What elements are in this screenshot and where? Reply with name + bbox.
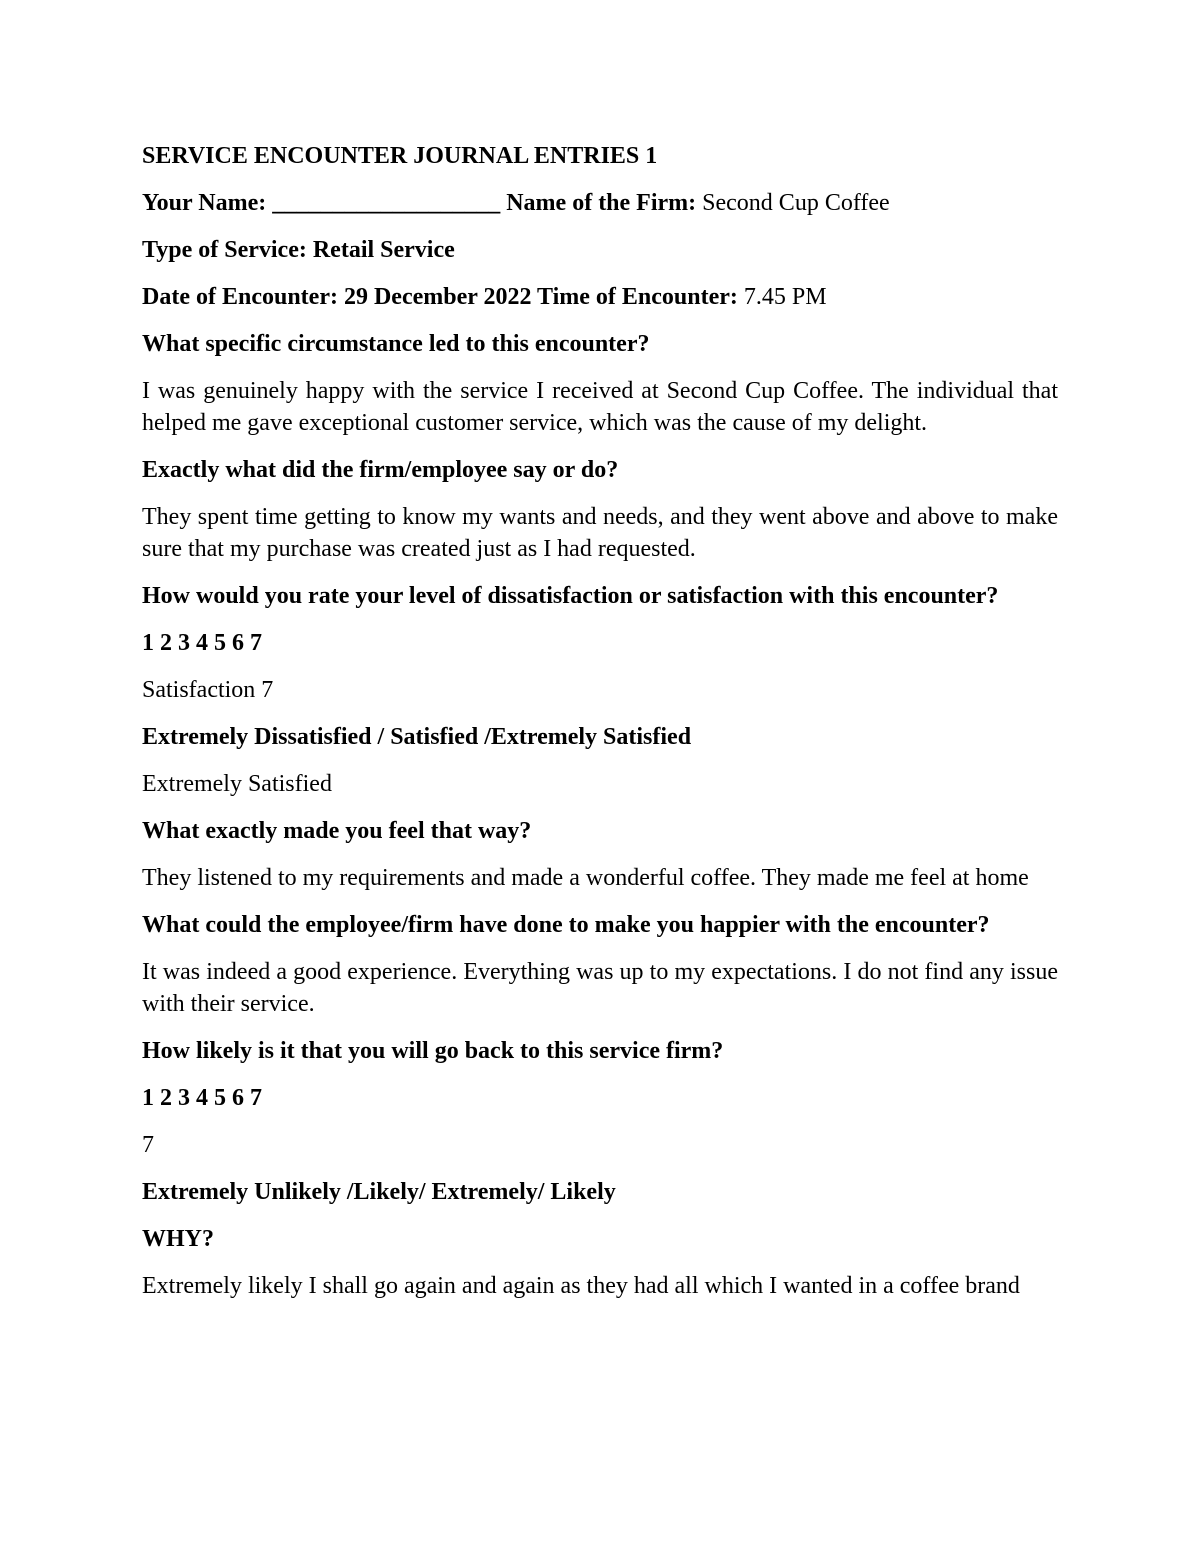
question-why-feel: What exactly made you feel that way? [142,818,532,844]
question-satisfaction-rating: How would you rate your level of dissatisfaction or satisfaction with this encounter? [142,583,999,609]
answer-why: Extremely likely I shall go again and again as they had all which I wanted in a coffee brand [142,1273,1020,1299]
answer-improvement: It was indeed a good experience. Everything was up to my expectations. I do not find any issue with their service. [142,959,1058,1017]
question-why: WHY? [142,1226,214,1252]
answer-what-did-firm-do: They spent time getting to know my wants and needs, and they went above and above to make sure that my purchase was created just as I had requested. [142,504,1058,562]
question-return-likelihood: How likely is it that you will go back to this service firm? [142,1038,724,1064]
likelihood-anchors: Extremely Unlikely /Likely/ Extremely/ Likely [142,1179,616,1205]
date-time-line [142,281,1058,313]
name-blank: ___________________ [272,190,501,216]
service-type: Type of Service: Retail Service [142,237,455,263]
journal-entry [142,140,1058,1317]
answer-why-feel: They listened to my requirements and made a wonderful coffee. They made me feel at home [142,865,1029,891]
question-what-did-firm-do: Exactly what did the firm/employee say or do? [142,457,619,483]
answer-circumstance: I was genuinely happy with the service I received at Second Cup Coffee. The individual that helped me gave exceptional customer service, which was the cause of my delight. [142,378,1058,436]
answer-return-likelihood: 7 [142,1132,154,1158]
name-label: Your Name: [142,190,267,216]
satisfaction-anchors: Extremely Dissatisfied / Satisfied /Extremely Satisfied [142,724,692,750]
firm-label: Name of the Firm: [506,190,697,216]
answer-satisfaction-rating: Satisfaction 7 [142,677,274,703]
date-label: Date of Encounter: 29 December 2022 Time of Encounter: [142,284,738,310]
question-improvement: What could the employee/firm have done to make you happier with the encounter? [142,912,990,938]
time-value: 7.45 PM [743,284,827,310]
rating-scale-satisfaction: 1 2 3 4 5 6 7 [142,630,262,656]
firm-value: Second Cup Coffee [702,190,890,216]
name-firm-line [142,187,1058,219]
document-title: SERVICE ENCOUNTER JOURNAL ENTRIES 1 [142,143,658,169]
rating-scale-likelihood: 1 2 3 4 5 6 7 [142,1085,262,1111]
question-circumstance: What specific circumstance led to this encounter? [142,331,650,357]
answer-satisfaction-anchor: Extremely Satisfied [142,771,332,797]
